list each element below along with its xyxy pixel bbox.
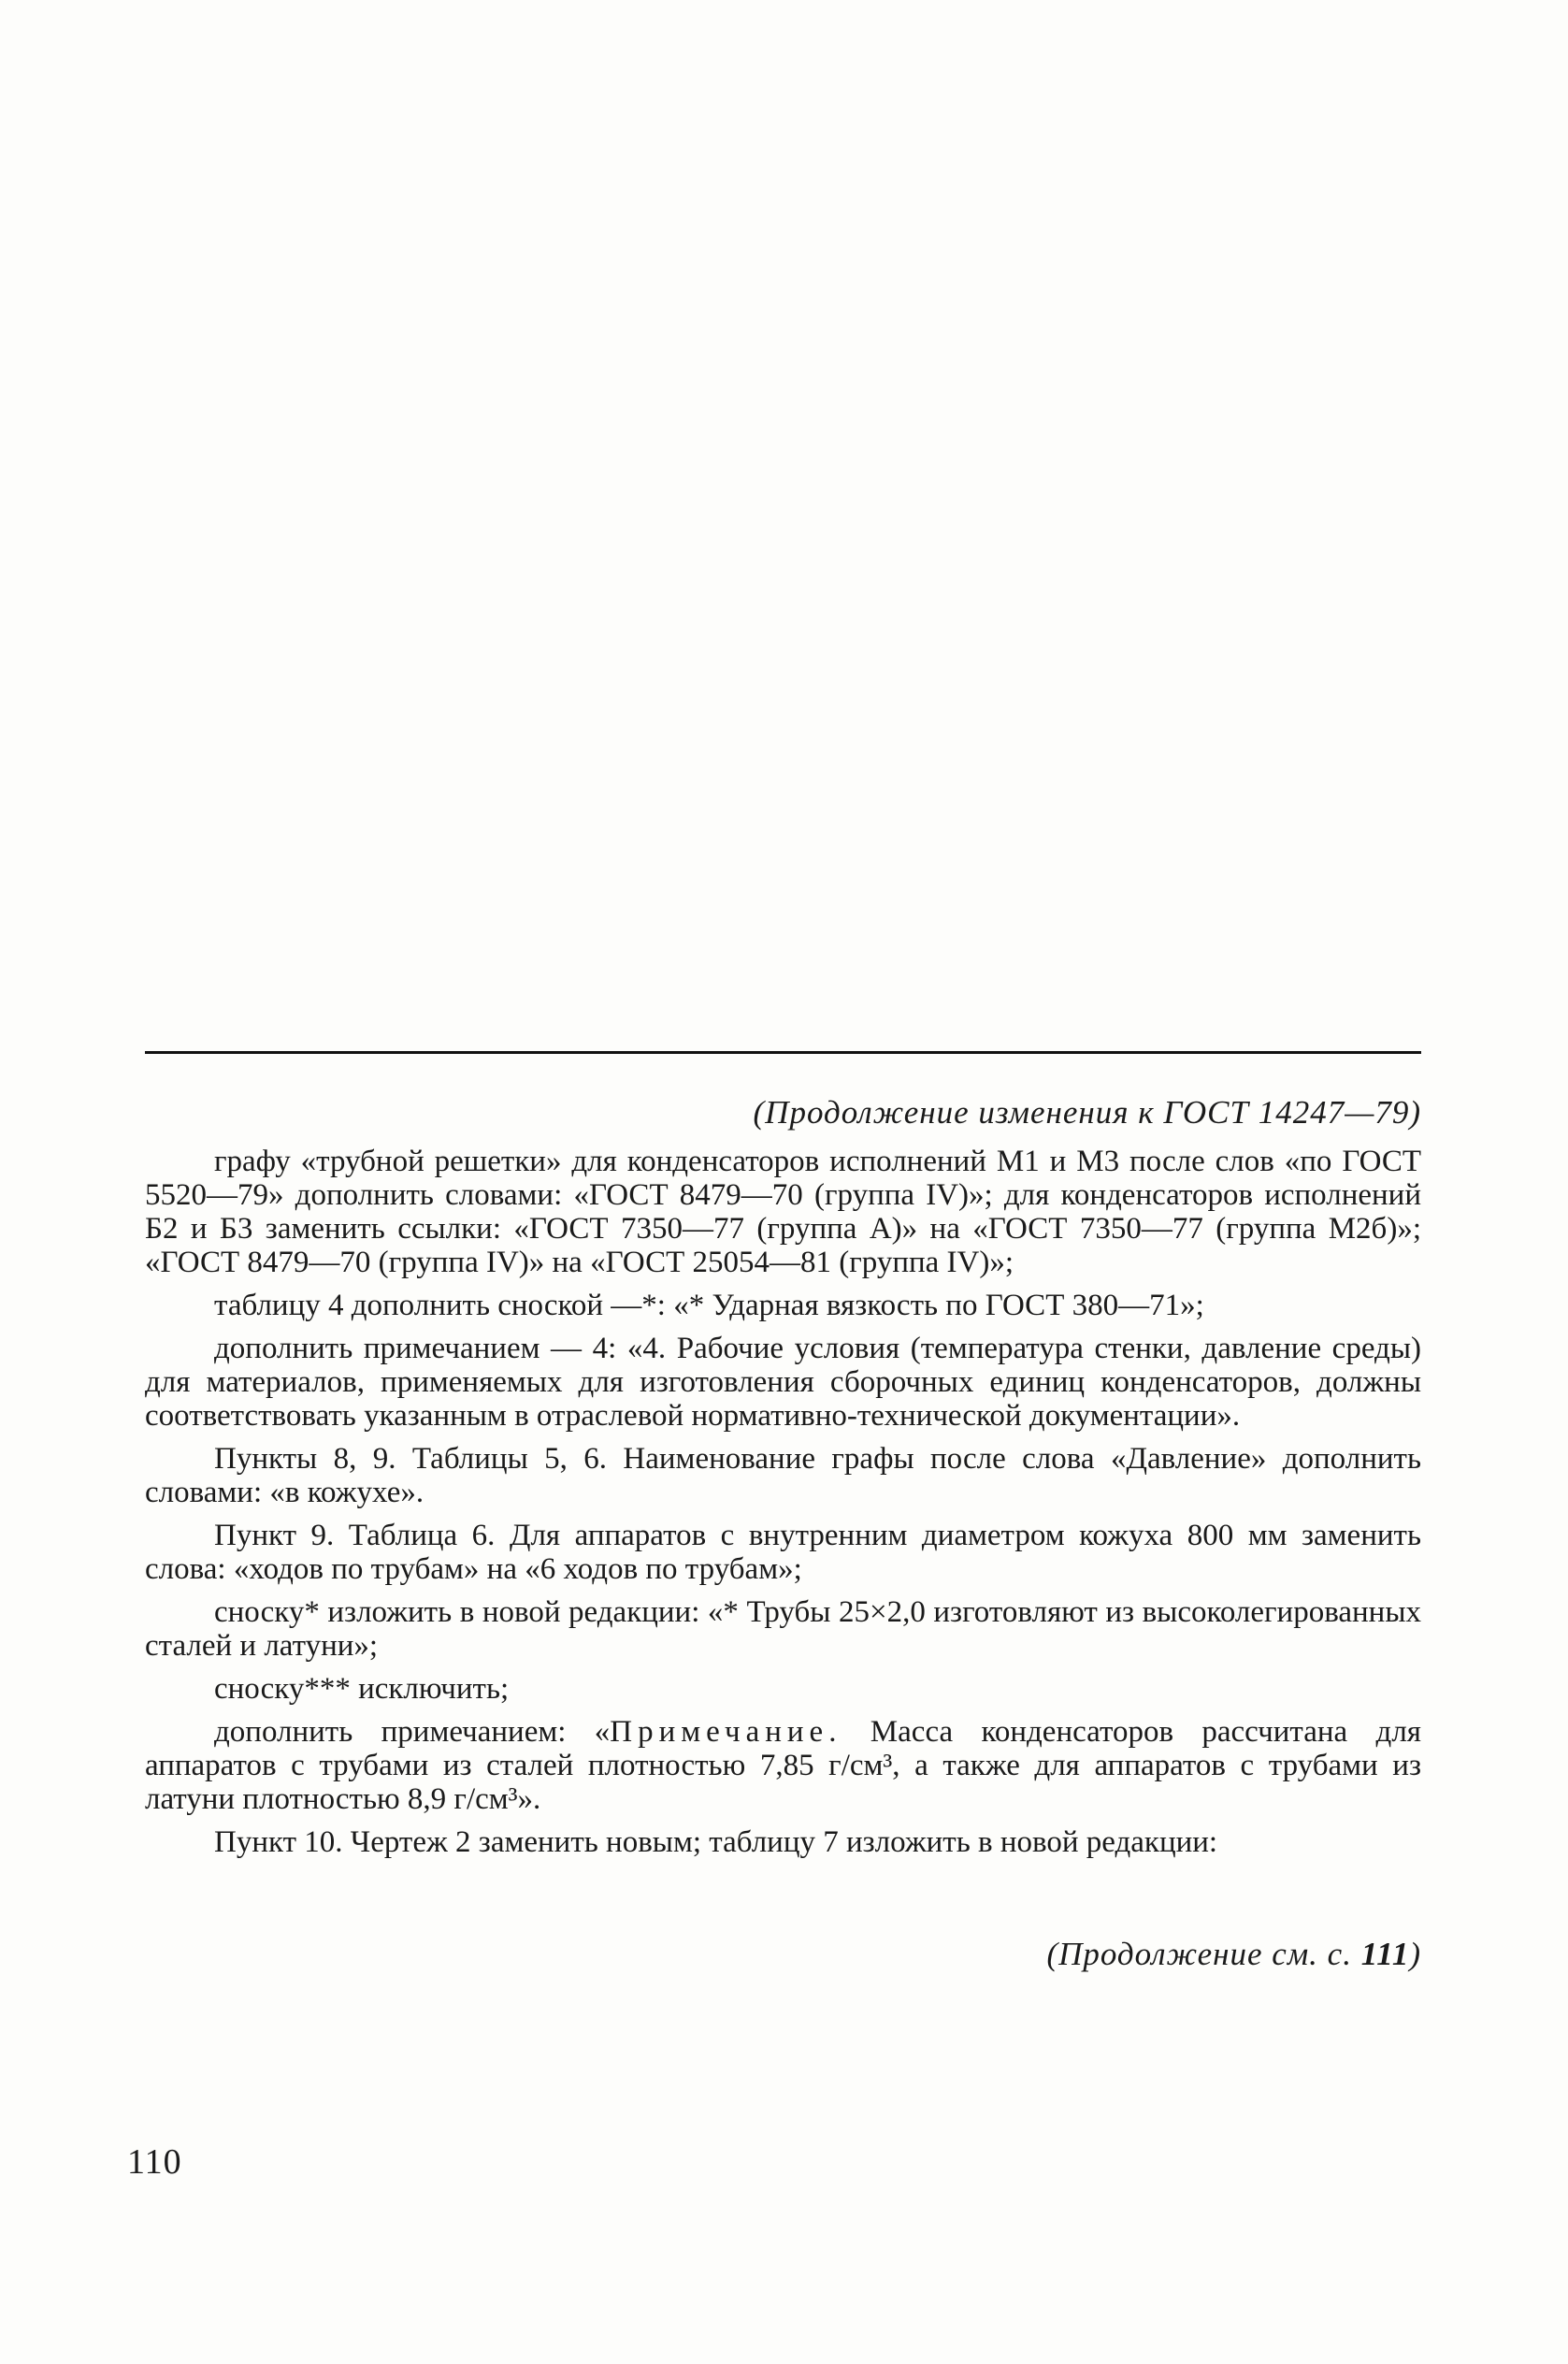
paragraph-tube-sheet: графу «трубной решетки» для конденсаторов исполнений М1 и М3 после слов «по ГОСТ 5520—79» дополнить словами: «ГОСТ 8479—70 (группа IV)»; для конденсаторов исполнений Б2 и Б3 заменить ссылки: «ГОСТ 7350—77 (группа А)» на «ГОСТ 7350—77 (группа М2б)»; «ГОСТ 8479—70 (группа IV)» на «ГОСТ 25054—81 (группа IV)»; <box>145 1145 1421 1279</box>
paragraph-items-8-9: Пункты 8, 9. Таблицы 5, 6. Наименование графы после слова «Давление» дополнить словами: «в кожухе». <box>145 1442 1421 1509</box>
paragraph-footnote-triple-star: сноску*** исключить; <box>214 1672 510 1706</box>
paragraph-note-4: дополнить примечанием — 4: «4. Рабочие условия (температура стенки, давление среды) для материалов, применяемых для изготовления сборочных единиц конденсаторов, должны соответствовать указанным в отраслевой нормативно-технической документации». <box>145 1332 1421 1433</box>
page-number: 110 <box>127 2142 182 2182</box>
paragraph-mass-note <box>145 1715 1421 1816</box>
paragraph-item-10: Пункт 10. Чертеж 2 заменить новым; таблицу 7 изложить в новой редакции: <box>214 1825 1218 1859</box>
footer-page-ref: 111 <box>1360 1936 1410 1972</box>
amendment-body <box>145 1145 1421 1868</box>
continuation-footer <box>1046 1936 1421 1973</box>
paragraph-table4-footnote: таблицу 4 дополнить сноской —*: «* Ударная вязкость по ГОСТ 380—71»; <box>214 1289 1204 1322</box>
continuation-header: (Продолжение изменения к ГОСТ 14247—79) <box>753 1094 1421 1131</box>
mass-note-label: Примечание. <box>610 1715 842 1749</box>
mass-note-start: дополнить примечанием: « <box>214 1715 611 1749</box>
top-divider-rule <box>145 1051 1421 1054</box>
footer-suffix: ) <box>1409 1936 1421 1972</box>
mass-note-rest: Масса конденсаторов рассчитана для аппаратов с трубами из сталей плотностью 7,85 г/см³, а также для аппаратов с трубами из латуни плотностью 8,9 г/см³». <box>145 1715 1421 1816</box>
footer-prefix: (Продолжение см. с. <box>1046 1936 1361 1972</box>
paragraph-item-9: Пункт 9. Таблица 6. Для аппаратов с внутренним диаметром кожуха 800 мм заменить слова: «ходов по трубам» на «6 ходов по трубам»; <box>145 1519 1421 1586</box>
paragraph-footnote-star: сноску* изложить в новой редакции: «* Трубы 25×2,0 изготовляют из высоколегированных сталей и латуни»; <box>145 1595 1421 1663</box>
